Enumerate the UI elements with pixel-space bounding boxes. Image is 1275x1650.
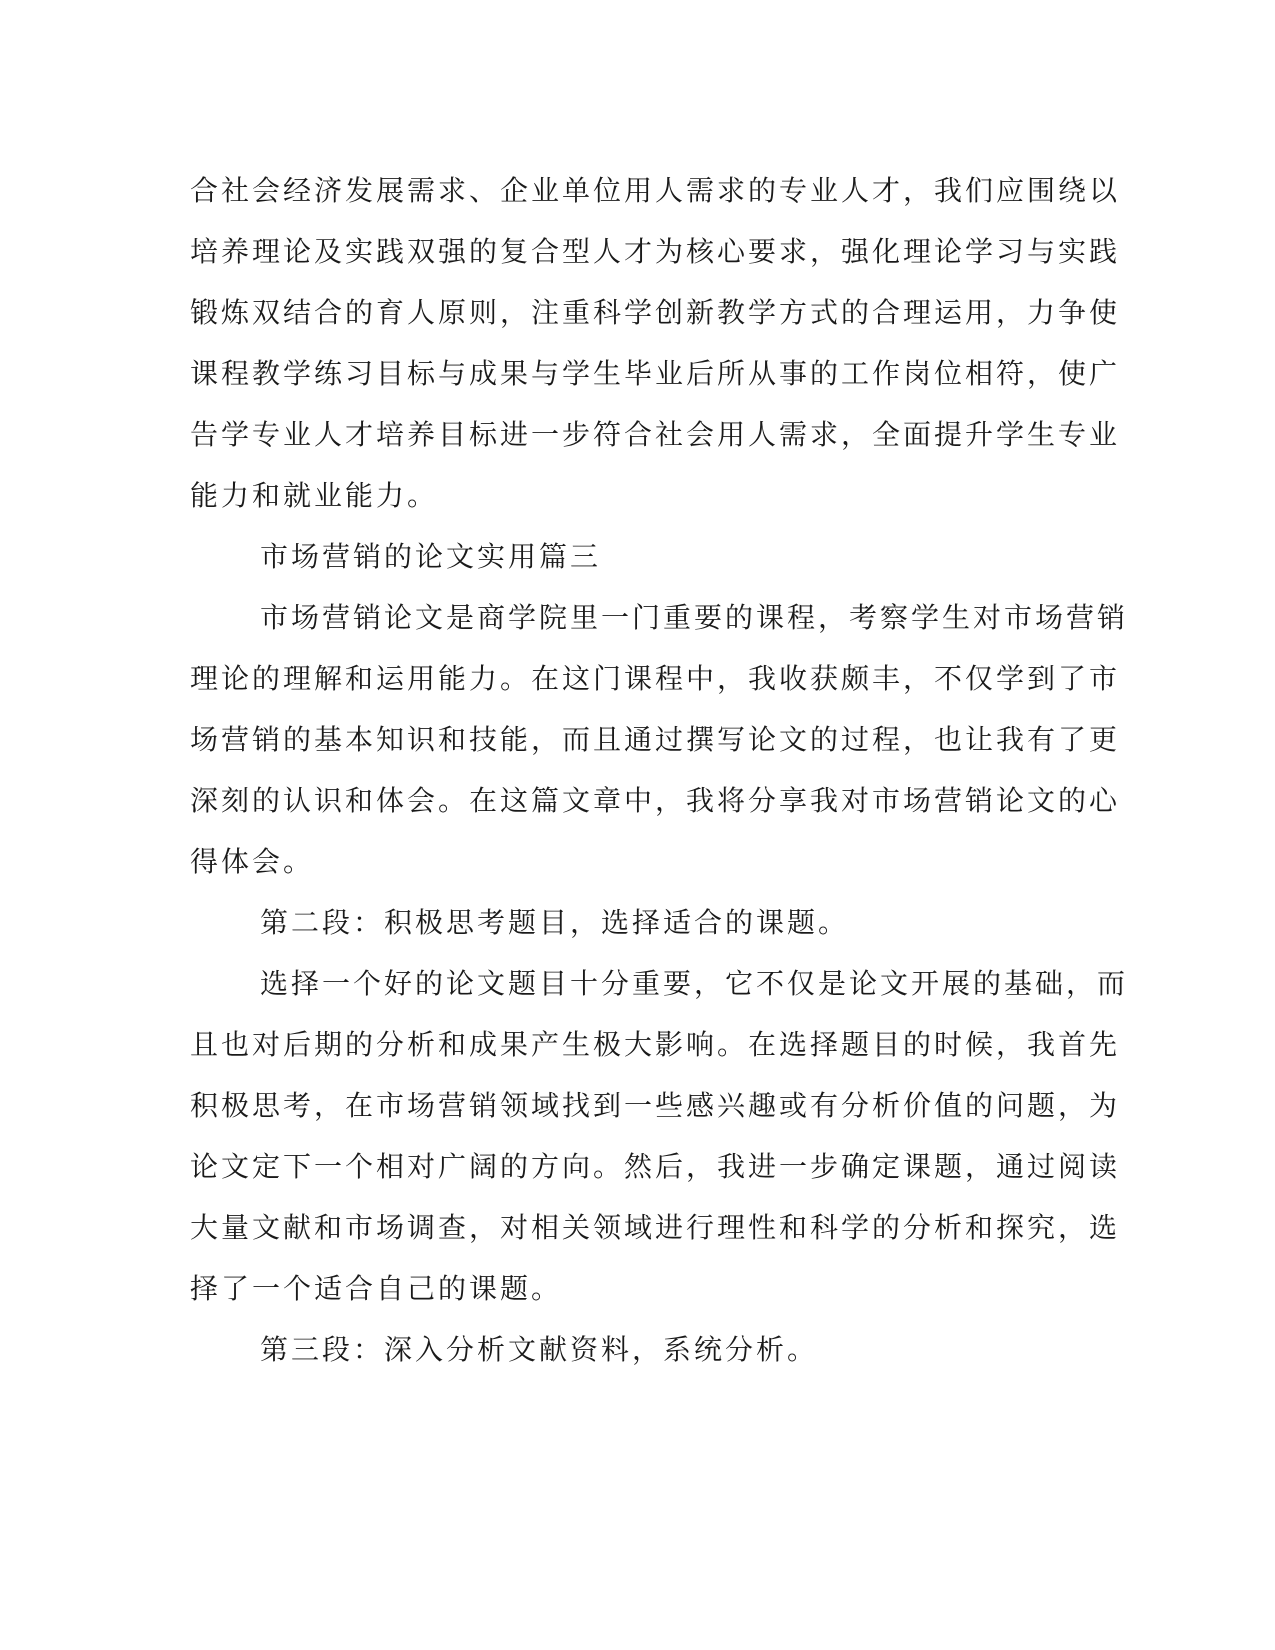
text-line: 市场营销论文是商学院里一门重要的课程，考察学生对市场营销	[260, 601, 1129, 634]
text-line: 得体会。	[190, 845, 315, 878]
text-line: 选择一个好的论文题目十分重要，它不仅是论文开展的基础，而	[260, 967, 1129, 1000]
text-line: 大量文献和市场调查，对相关领域进行理性和科学的分析和探究，选	[190, 1211, 1121, 1244]
section-heading-text: 第三段：深入分析文献资料，系统分析。	[260, 1333, 819, 1366]
section-heading-text: 第二段：积极思考题目，选择适合的课题。	[260, 906, 850, 939]
text-line: 深刻的认识和体会。在这篇文章中，我将分享我对市场营销论文的心	[190, 784, 1121, 817]
section-title-text: 市场营销的论文实用篇三	[260, 540, 602, 573]
text-line: 能力和就业能力。	[190, 479, 439, 512]
text-line: 课程教学练习目标与成果与学生毕业后所从事的工作岗位相符，使广	[190, 357, 1121, 390]
text-line: 培养理论及实践双强的复合型人才为核心要求，强化理论学习与实践	[190, 235, 1121, 268]
section-title	[190, 526, 1060, 587]
text-line: 合社会经济发展需求、企业单位用人需求的专业人才，我们应围绕以	[190, 174, 1121, 207]
document-body	[190, 160, 1129, 1380]
paragraph	[190, 587, 1129, 892]
paragraph	[190, 953, 1129, 1319]
text-line: 积极思考，在市场营销领域找到一些感兴趣或有分析价值的问题，为	[190, 1089, 1121, 1122]
text-line: 理论的理解和运用能力。在这门课程中，我收获颇丰，不仅学到了市	[190, 662, 1121, 695]
text-line: 择了一个适合自己的课题。	[190, 1272, 563, 1305]
text-line: 场营销的基本知识和技能，而且通过撰写论文的过程，也让我有了更	[190, 723, 1121, 756]
section-heading	[190, 892, 1060, 953]
section-heading	[190, 1319, 1060, 1380]
text-line: 且也对后期的分析和成果产生极大影响。在选择题目的时候，我首先	[190, 1028, 1121, 1061]
text-line: 告学专业人才培养目标进一步符合社会用人需求，全面提升学生专业	[190, 418, 1121, 451]
paragraph-continued	[190, 160, 1121, 526]
text-line: 锻炼双结合的育人原则，注重科学创新教学方式的合理运用，力争使	[190, 296, 1121, 329]
text-line: 论文定下一个相对广阔的方向。然后，我进一步确定课题，通过阅读	[190, 1150, 1121, 1183]
